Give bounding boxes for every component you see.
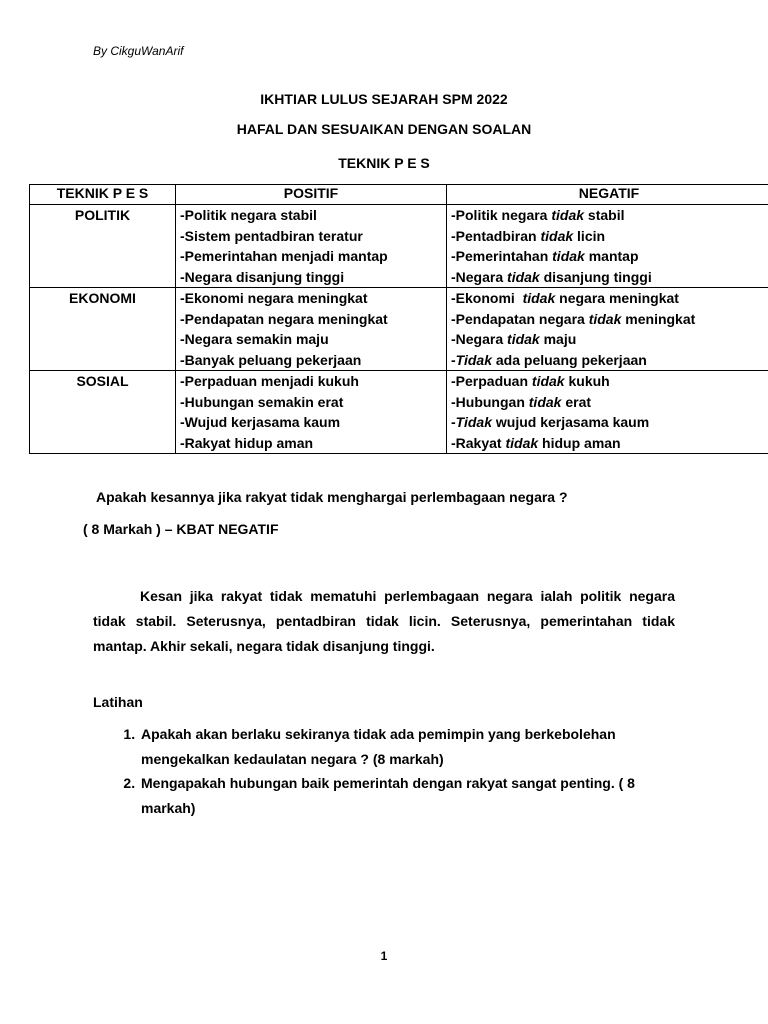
negative-item [451,246,767,267]
negative-cell [447,288,768,371]
table-row [30,371,768,454]
negation-word: tidak [552,248,585,264]
negative-text: -Pemerintahan [451,248,553,264]
negative-text: mantap [584,248,639,264]
negative-item [451,205,767,226]
category-cell: SOSIAL [30,371,176,454]
header-teknik: TEKNIK P E S [30,185,176,205]
negative-cell [447,205,768,288]
negative-text: - [451,414,456,430]
negative-text: - [451,351,456,368]
negative-text: -Pendapatan negara [451,310,589,327]
category-cell: EKONOMI [30,288,176,371]
negative-item [451,350,767,371]
negation-word: Tidak [455,414,492,430]
document-subtitle: HAFAL DAN SESUAIKAN DENGAN SOALAN [236,121,532,137]
positive-cell [176,371,447,454]
negation-word: tidak [507,331,540,347]
positive-item: -Banyak peluang pekerjaan [180,351,362,368]
negative-text: -Politik negara [451,207,552,223]
document-title: IKHTIAR LULUS SEJARAH SPM 2022 [260,91,508,107]
positive-item: -Perpaduan menjadi kukuh [180,373,359,389]
negative-item [451,433,767,454]
negative-text: ada peluang pekerjaan [491,351,647,368]
negative-item [451,226,767,247]
negative-text: -Perpaduan [451,373,532,389]
positive-item: -Ekonomi negara meningkat [180,290,368,306]
positive-item: -Pemerintahan menjadi mantap [180,248,388,264]
negative-item [451,267,767,288]
table-body [30,205,768,454]
exercise-item: 1. Apakah akan berlaku sekiranya tidak ada pemimpin yang berkebolehan mengekalkan kedaulatan negara ? (8 markah) [139,722,659,771]
negative-text: -Rakyat [451,434,506,451]
header-negatif: NEGATIF [447,185,768,205]
positive-item: -Wujud kerjasama kaum [180,414,341,430]
negative-item [451,329,767,350]
negation-word: tidak [540,227,574,244]
negative-text: licin [573,227,606,244]
negative-text: -Pentadbiran [451,227,541,244]
table-row [30,205,768,288]
section-title: TEKNIK P E S [338,155,430,171]
negation-word: tidak [505,434,539,451]
table-header-row [30,185,768,205]
negation-word: Tidak [455,351,492,368]
negative-text: stabil [584,207,625,223]
negative-item [451,412,767,433]
positive-item: -Hubungan semakin erat [180,393,344,410]
pes-table [29,184,768,454]
positive-item: -Sistem pentadbiran teratur [180,227,363,244]
exercise-item: 2. Mengapakah hubungan baik pemerintah dengan rakyat sangat penting. ( 8 markah) [139,771,659,820]
negation-word: tidak [507,268,540,285]
positive-item: -Negara disanjung tinggi [180,268,345,285]
negation-word: tidak [588,310,622,327]
negative-item [451,288,767,309]
answer-paragraph: Kesan jika rakyat tidak mematuhi perlembagaan negara ialah politik negara tidak stabil. Seterusnya, pentadbiran tidak licin. Seterusnya, pemerintahan tidak mantap. Akhir sekali, negara tidak disanjung tinggi. [93,588,675,654]
positive-item: -Rakyat hidup aman [180,434,314,451]
negative-text: -Ekonomi [451,290,523,306]
positive-cell [176,205,447,288]
positive-cell [176,288,447,371]
negative-text: -Hubungan [451,393,529,410]
negative-text: wujud kerjasama kaum [491,414,650,430]
negative-text: erat [561,393,592,410]
positive-item: -Pendapatan negara meningkat [180,310,388,327]
table-row [30,288,768,371]
marks-label: ( 8 Markah ) – KBAT NEGATIF [83,521,279,537]
negative-text: meningkat [621,310,696,327]
author-credit: By CikguWanArif [93,44,184,58]
positive-item: -Negara semakin maju [180,331,329,347]
negative-text: negara meningkat [555,290,679,306]
category-cell: POLITIK [30,205,176,288]
negative-item [451,371,767,392]
positive-item: -Politik negara stabil [180,207,317,223]
negative-item [451,309,767,330]
page-number: 1 [380,949,388,963]
negation-word: tidak [528,393,562,410]
negative-text: maju [539,331,577,347]
negative-text: kukuh [564,373,610,389]
negative-text: hidup aman [538,434,621,451]
negation-word: tidak [522,290,556,306]
negative-cell [447,371,768,454]
exercise-heading: Latihan [93,694,143,710]
header-positif: POSITIF [176,185,447,205]
negative-item [451,392,767,413]
negation-word: tidak [531,373,565,389]
exercise-list [93,722,659,820]
negation-word: tidak [551,207,585,223]
question: Apakah kesannya jika rakyat tidak menghargai perlembagaan negara ? [96,489,568,505]
negative-text: -Negara [451,268,508,285]
negative-text: -Negara [451,331,508,347]
negative-text: disanjung tinggi [539,268,652,285]
